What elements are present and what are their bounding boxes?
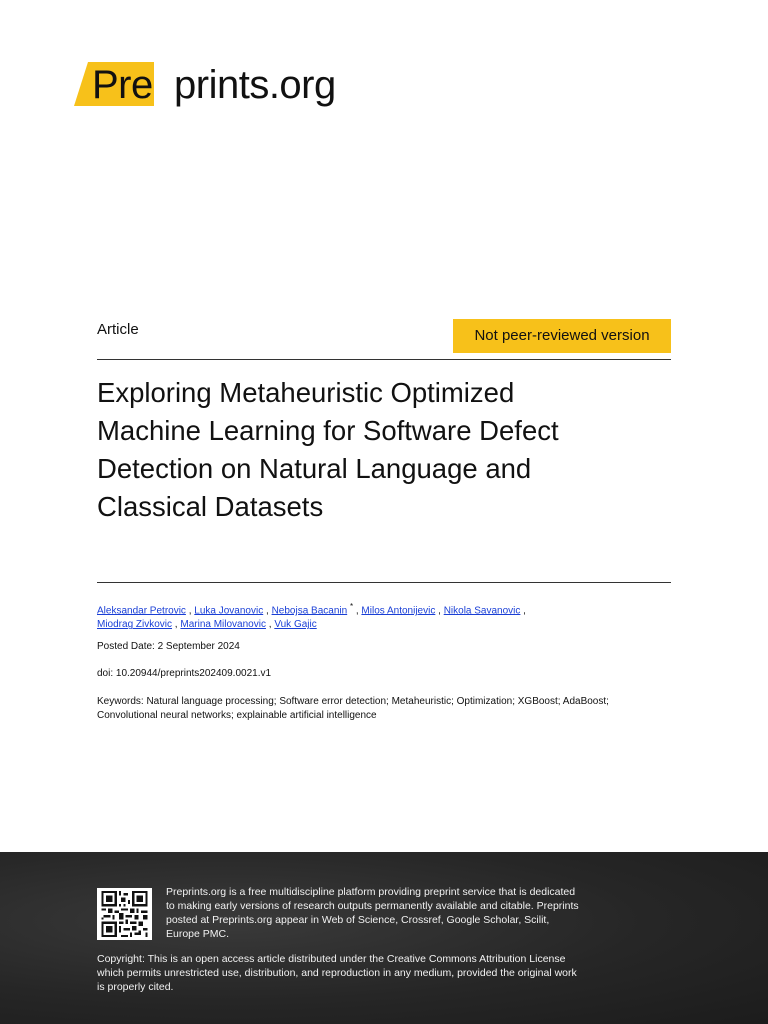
peer-review-badge: Not peer-reviewed version (453, 319, 671, 353)
title-line: Machine Learning for Software Defect (97, 415, 559, 446)
title-line: Exploring Metaheuristic Optimized (97, 377, 515, 408)
title-line: Detection on Natural Language and (97, 453, 532, 484)
preprints-logo[interactable] (66, 60, 366, 108)
author-link[interactable]: Nebojsa Bacanin (271, 605, 348, 617)
logo-text-pre: Pre (92, 63, 153, 107)
corresponding-author-mark: * (349, 602, 354, 611)
doi-text: doi: 10.20944/preprints202409.0021.v1 (97, 668, 272, 679)
paper-title (97, 374, 677, 526)
posted-date: Posted Date: 2 September 2024 (97, 641, 240, 652)
author-link[interactable]: Marina Milovanovic (180, 619, 266, 631)
title-line: Classical Datasets (97, 491, 324, 522)
footer-copyright-text: Copyright: This is an open access article distributed under the Creative Commons Attribution License which permits unrestricted use, distribution, and reproduction in any medium, provided the original work is properly cited. (97, 953, 577, 993)
keywords: Keywords: Natural language processing; Software error detection; Metaheuristic; Optimization; XGBoost; AdaBoost; Convolutional neural networks; explainable artificial intelligence (97, 696, 609, 721)
author-link[interactable]: Aleksandar Petrovic (97, 605, 186, 617)
author-link[interactable]: Nikola Savanovic (443, 605, 521, 617)
author-link[interactable]: Vuk Gajic (274, 619, 317, 631)
divider-mid (97, 582, 671, 583)
author-list: Aleksandar Petrovic , Luka Jovanovic , Nebojsa Bacanin * , Milos Antonijevic , Nikola Savanovic , Miodrag Zivkovic , Marina Milovanovic , Vuk Gajic (97, 602, 526, 631)
qr-code-icon[interactable] (97, 888, 152, 940)
footer-panel (0, 852, 768, 1024)
logo-text-rest: prints.org (174, 63, 336, 107)
divider-top (97, 359, 671, 360)
author-link[interactable]: Milos Antonijevic (361, 605, 436, 617)
author-link[interactable]: Luka Jovanovic (194, 605, 264, 617)
author-link[interactable]: Miodrag Zivkovic (97, 619, 173, 631)
article-type-label: Article (97, 321, 139, 338)
footer-about-text: Preprints.org is a free multidiscipline platform providing preprint service that is dedicated to making early versions of research outputs permanently available and citable. Preprints posted at Preprints.org appear in Web of Science, Crossref, Google Scholar, Scilit, Europe PMC. (166, 886, 579, 940)
